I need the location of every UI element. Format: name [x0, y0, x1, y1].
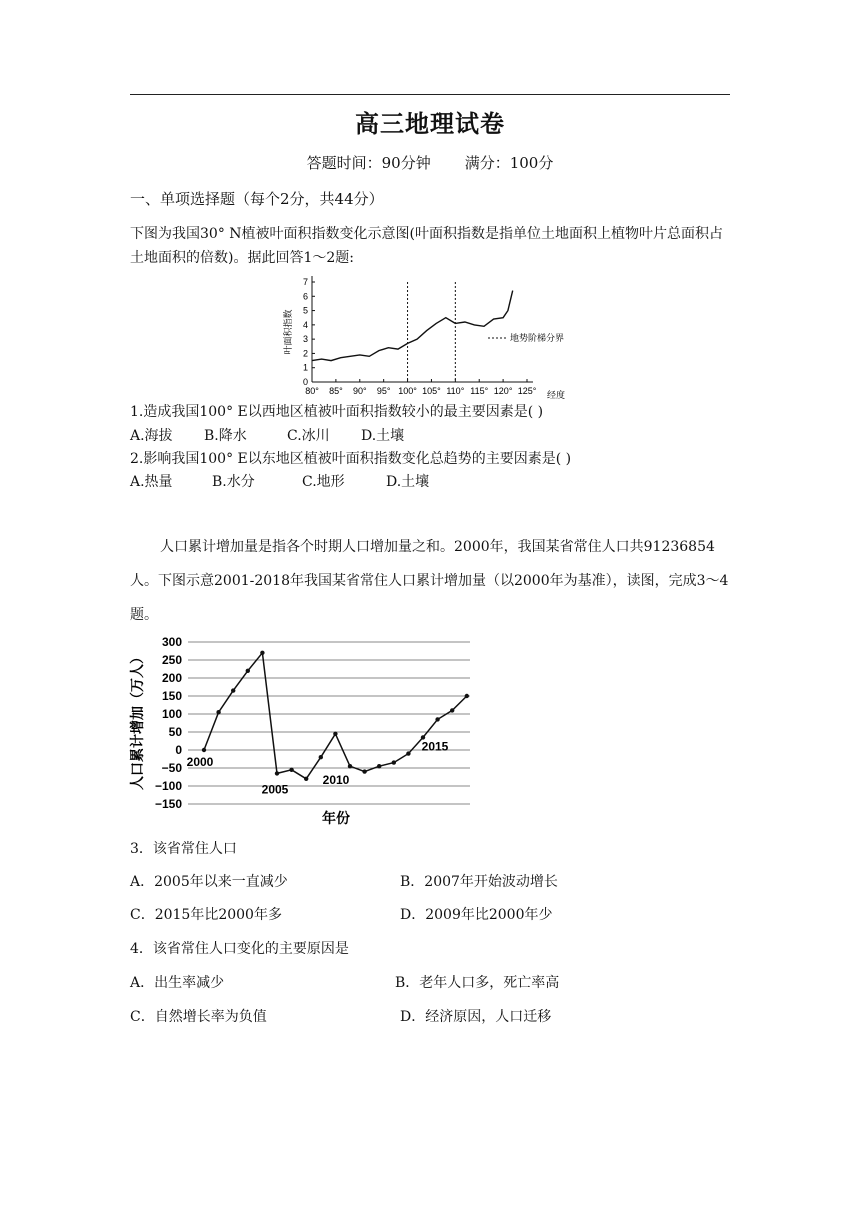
- exam-score: 满分：100分: [464, 154, 554, 172]
- y-tick-label: 100: [161, 707, 182, 721]
- population-ylabel: 人口累计增加（万人）: [129, 650, 145, 790]
- data-point: [231, 688, 235, 692]
- x-tick-label: 120°: [493, 386, 513, 396]
- data-point: [465, 694, 469, 698]
- data-point: [377, 764, 381, 768]
- year-label: 2000: [186, 755, 214, 769]
- y-tick-label: −50: [161, 761, 182, 775]
- exam-meta: [130, 152, 730, 173]
- page-title: 高三地理试卷: [355, 109, 505, 138]
- data-point: [392, 760, 396, 764]
- y-tick-label: 3: [302, 334, 308, 345]
- x-tick-label: 100°: [398, 386, 417, 396]
- y-tick-label: 0: [302, 377, 308, 387]
- x-tick-label: 90°: [352, 386, 367, 396]
- leaf-index-chart: [280, 270, 600, 402]
- q4-options-row2: [130, 1007, 730, 1027]
- x-tick-label: 80°: [305, 386, 319, 396]
- year-label: 2005: [261, 782, 289, 797]
- data-point: [348, 764, 352, 768]
- data-point: [289, 768, 293, 772]
- y-tick-label: 2: [302, 348, 308, 359]
- population-xlabel: 年份: [322, 810, 350, 826]
- q1-options: [130, 426, 730, 446]
- leaf-index-xlabel: 经度: [547, 390, 566, 400]
- y-tick-label: 300: [161, 635, 182, 649]
- y-tick-label: 50: [168, 725, 182, 739]
- q3-options-row2: [130, 905, 730, 925]
- y-tick-label: 150: [161, 689, 182, 703]
- q4-options-row1: [130, 973, 730, 993]
- x-tick-label: 115°: [470, 386, 489, 396]
- y-tick-label: 6: [302, 291, 308, 302]
- y-tick-label: 200: [161, 671, 182, 685]
- q1-option-d[interactable]: D.土壤: [361, 428, 405, 444]
- q2-option-b[interactable]: B.水分: [212, 474, 255, 490]
- q3-option-a[interactable]: A．2005年以来一直减少: [130, 874, 288, 890]
- q2-stem: 2.影响我国100° E以东地区植被叶面积指数变化总趋势的主要因素是( ): [130, 451, 572, 467]
- legend-label: 地势阶梯分界: [510, 333, 565, 343]
- data-point: [260, 651, 264, 655]
- x-tick-label: 110°: [446, 386, 465, 396]
- y-tick-label: 7: [302, 277, 308, 287]
- q1-stem: 1.造成我国100° E以西地区植被叶面积指数较小的最主要因素是( ): [130, 404, 544, 420]
- q3-stem: 3．该省常住人口: [130, 841, 237, 857]
- header-rule: [130, 94, 730, 95]
- data-point: [202, 748, 206, 752]
- q2-option-d[interactable]: D.土壤: [386, 474, 430, 490]
- q3-option-c[interactable]: C．2015年比2000年多: [130, 907, 282, 923]
- section-heading: 一、单项选择题（每个2分，共44分）: [130, 190, 384, 208]
- year-label: 2015: [421, 739, 449, 754]
- q1-option-a[interactable]: A.海拔: [130, 428, 173, 444]
- data-point: [319, 755, 323, 759]
- leaf-index-line: [312, 291, 513, 361]
- data-point: [333, 732, 337, 736]
- q2-options: [130, 472, 730, 492]
- data-point: [450, 708, 454, 712]
- year-label: 2010: [322, 773, 350, 788]
- x-tick-label: 125°: [517, 386, 537, 396]
- data-point: [304, 777, 308, 781]
- x-tick-label: 105°: [422, 386, 441, 396]
- data-point: [362, 769, 366, 773]
- q2-option-a[interactable]: A.热量: [130, 474, 173, 490]
- data-point: [406, 751, 410, 755]
- data-point: [216, 710, 220, 714]
- y-tick-label: −150: [154, 797, 182, 811]
- q1-option-b[interactable]: B.降水: [204, 428, 247, 444]
- y-tick-label: 4: [302, 319, 308, 330]
- y-tick-label: 0: [175, 743, 182, 757]
- exam-time: 答题时间：90分钟: [306, 154, 431, 172]
- q4-stem: 4．该省常住人口变化的主要原因是: [130, 941, 349, 957]
- passage-population: 人口累计增加量是指各个时期人口增加量之和。2000年，我国某省常住人口共91236854人。下图示意2001-2018年我国某省常住人口累计增加量（以2000年为基准），读图，完成3～4题。: [130, 539, 729, 623]
- x-tick-label: 85°: [329, 386, 343, 396]
- data-point: [246, 669, 250, 673]
- data-point: [435, 717, 439, 721]
- y-tick-label: −100: [154, 779, 182, 793]
- y-tick-label: 1: [302, 362, 308, 373]
- q2-option-c[interactable]: C.地形: [302, 474, 345, 490]
- q1-option-c[interactable]: C.冰川: [287, 428, 330, 444]
- q4-option-c[interactable]: C．自然增长率为负值: [130, 1009, 267, 1025]
- q3-options-row1: [130, 872, 730, 892]
- q3-option-d[interactable]: D．2009年比2000年少: [400, 907, 553, 923]
- section-intro: 下图为我国30° N植被叶面积指数变化示意图(叶面积指数是指单位土地面积上植物叶片总面积占土地面积的倍数)。据此回答1～2题:: [130, 226, 723, 266]
- q4-option-d[interactable]: D．经济原因，人口迁移: [400, 1009, 552, 1025]
- population-chart: [128, 632, 473, 830]
- y-tick-label: 5: [302, 305, 308, 316]
- y-tick-label: 250: [161, 653, 182, 667]
- x-tick-label: 95°: [376, 386, 391, 396]
- leaf-index-ylabel: 叶面积指数: [283, 309, 293, 355]
- data-point: [275, 771, 279, 775]
- q4-option-a[interactable]: A．出生率减少: [130, 975, 225, 991]
- q4-option-b[interactable]: B．老年人口多，死亡率高: [395, 975, 560, 991]
- q3-option-b[interactable]: B．2007年开始波动增长: [400, 874, 558, 890]
- population-line: [204, 653, 467, 779]
